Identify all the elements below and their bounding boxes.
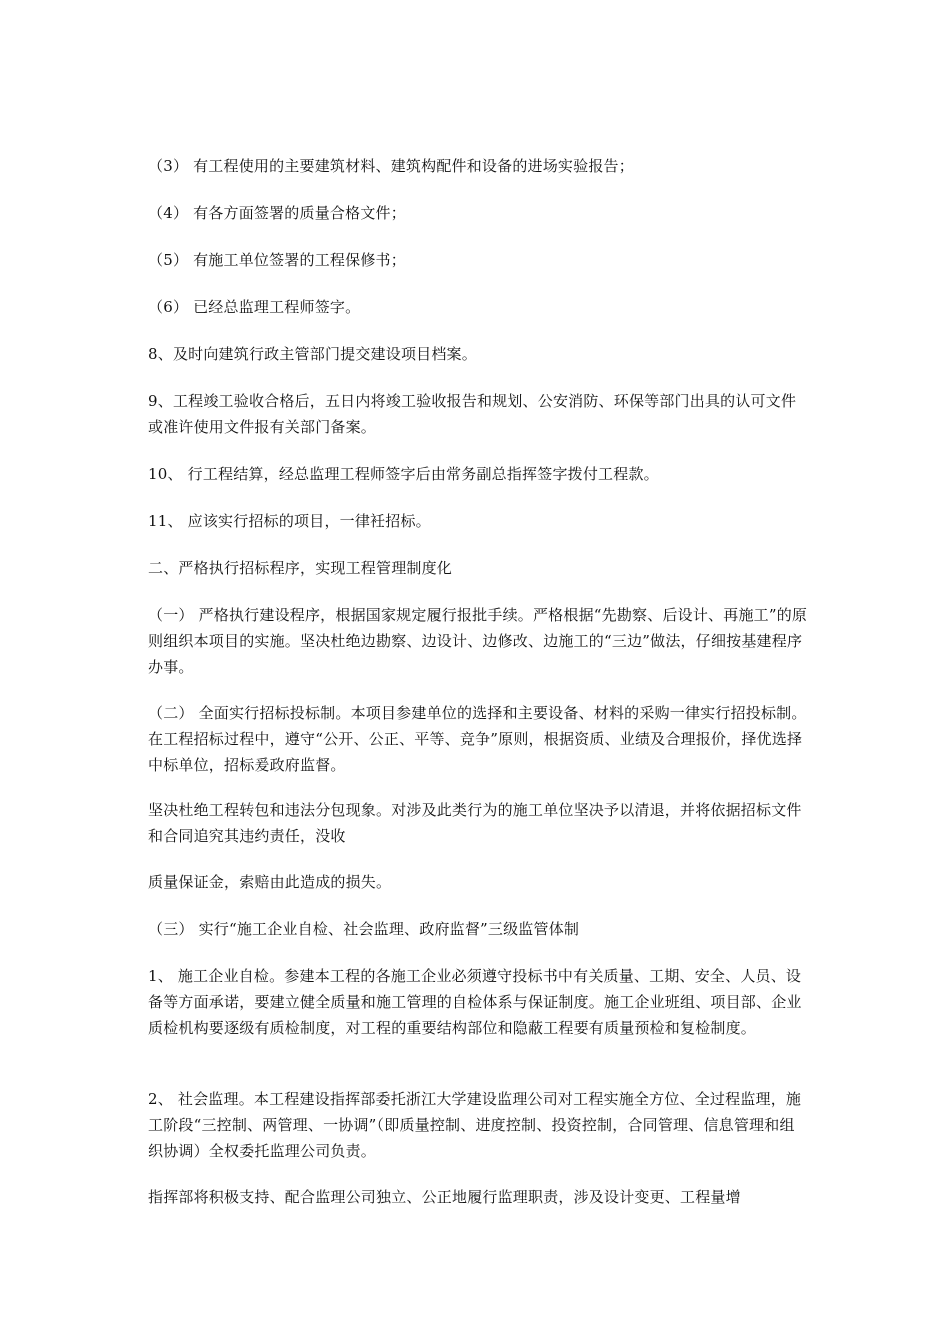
paragraph-point-1: 1、 施工企业自检。参建本工程的各施工企业必须遵守投标书中有关质量、工期、安全、人员、设备等方面承诺，要建立健全质量和施工管理的自检体系与保证制度。施工企业班组、项目部、企业质检机构要逐级有质检制度，对工程的重要结构部位和隐蔽工程要有质量预检和复检制度。 — [148, 967, 802, 1037]
paragraph-item-5: （5） 有施工单位签署的工程保修书； — [148, 251, 406, 269]
paragraph-item-3: （3） 有工程使用的主要建筑材料、建筑构配件和设备的进场实验报告； — [148, 157, 634, 175]
paragraph-section-9: 9、工程竣工验收合格后，五日内将竣工验收报告和规划、公安消防、环保等部门出具的认可文件或准许使用文件报有关部门备案。 — [148, 392, 797, 436]
section-heading-2: 二、严格执行招标程序，实现工程管理制度化 — [148, 559, 453, 577]
paragraph-subsection-2: （二） 全面实行招标投标制。本项目参建单位的选择和主要设备、材料的采购一律实行招投标制。在工程招标过程中，遵守“公开、公正、平等、竞争”原则，根据资质、业绩及合理报价，择优选择中标单位，招标爰政府监督。 — [148, 704, 807, 774]
paragraph-body-2: 质量保证金，索赔由此造成的损失。 — [148, 873, 392, 891]
paragraph-section-11: 11、 应该实行招标的项目，一律衽招标。 — [148, 512, 431, 530]
paragraph-subsection-3: （三） 实行“施工企业自检、社会监理、政府监督”三级监管体制 — [148, 920, 580, 938]
paragraph-section-8: 8、及时向建筑行政主管部门提交建设项目档案。 — [148, 345, 477, 363]
paragraph-section-10: 10、 行工程结算，经总监理工程师签字后由常务副总指挥签字拨付工程款。 — [148, 465, 659, 483]
paragraph-subsection-1: （一） 严格执行建设程序，根据国家规定履行报批手续。严格根据“先勘察、后设计、再施工”的原则组织本项目的实施。坚决杜绝边勘察、边设计、边修改、边施工的“三边”做法，仔细按基建程序办事。 — [148, 606, 808, 676]
paragraph-item-6: （6） 已经总监理工程师签字。 — [148, 298, 361, 316]
paragraph-point-2: 2、 社会监理。本工程建设指挥部委托浙江大学建设监理公司对工程实施全方位、全过程监理，施工阶段“三控制、两管理、一协调”（即质量控制、进度控制、投资控制，合同管理、信息管理和组织协调）全权委托监理公司负责。 — [148, 1090, 802, 1160]
paragraph-body-1: 坚决杜绝工程转包和违法分包现象。对涉及此类行为的施工单位坚决予以清退，并将依据招标文件和合同追究其违约责任，没收 — [148, 801, 802, 845]
paragraph-item-4: （4） 有各方面签署的质量合格文件； — [148, 204, 406, 222]
paragraph-body-3: 指挥部将积极支持、配合监理公司独立、公正地履行监理职责，涉及设计变更、工程量增 — [148, 1188, 741, 1206]
